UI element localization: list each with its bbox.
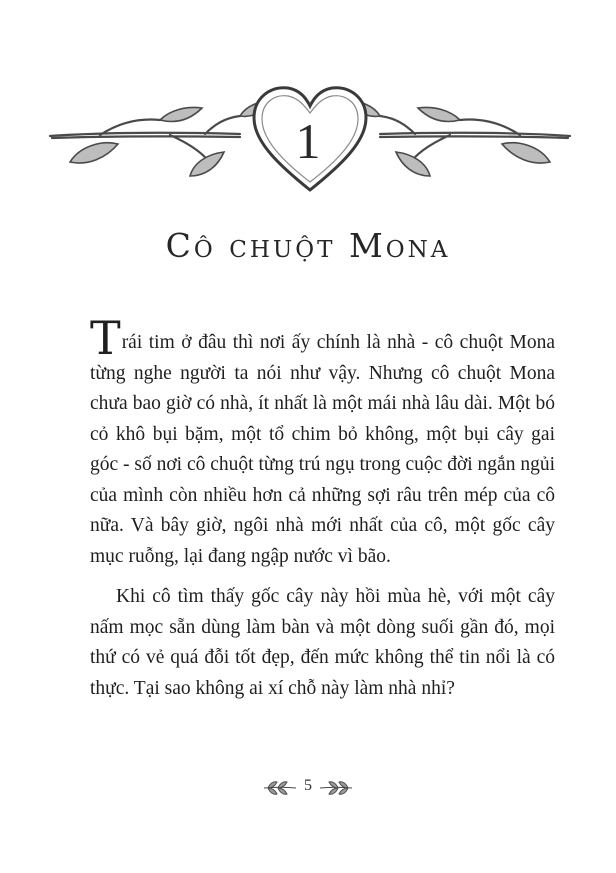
page-number: 5 [304,777,312,794]
leaf-sprig-right-icon [318,780,354,796]
chapter-body [90,311,555,704]
page-footer [0,777,616,799]
chapter-number: 1 [295,113,321,169]
chapter-title: Cô chuột Mona [165,226,451,266]
drop-cap: T [90,311,121,365]
paragraph [90,311,555,572]
paragraph: Khi cô tìm thấy gốc cây này hồi mùa hè, với một cây nấm mọc sẵn dùng làm bàn và một dòng suối gần đó, mọi thứ có vẻ quá đỗi tốt đẹp, đến mức không thể tin nổi là có thực. Tại sao không ai xí chỗ này làm nhà nhỉ? [90,586,555,699]
paragraph-text: rái tim ở đâu thì nơi ấy chính là nhà - cô chuột Mona từng nghe người ta nói như vậy. Nhưng cô chuột Mona chưa bao giờ có nhà, ít nhất là một mái nhà lâu dài. Một bó cỏ khô bụi bặm, một tổ chim bỏ không, một bụi cây gai góc - số nơi cô chuột từng trú ngụ trong cuộc đời ngắn ngủi của mình còn nhiều hơn cả những sợi râu trên mép của cô nữa. Và bây giờ, ngôi nhà mới nhất của cô, một gốc cây mục ruỗng, lại đang ngập nước vì bão. [90,332,555,567]
